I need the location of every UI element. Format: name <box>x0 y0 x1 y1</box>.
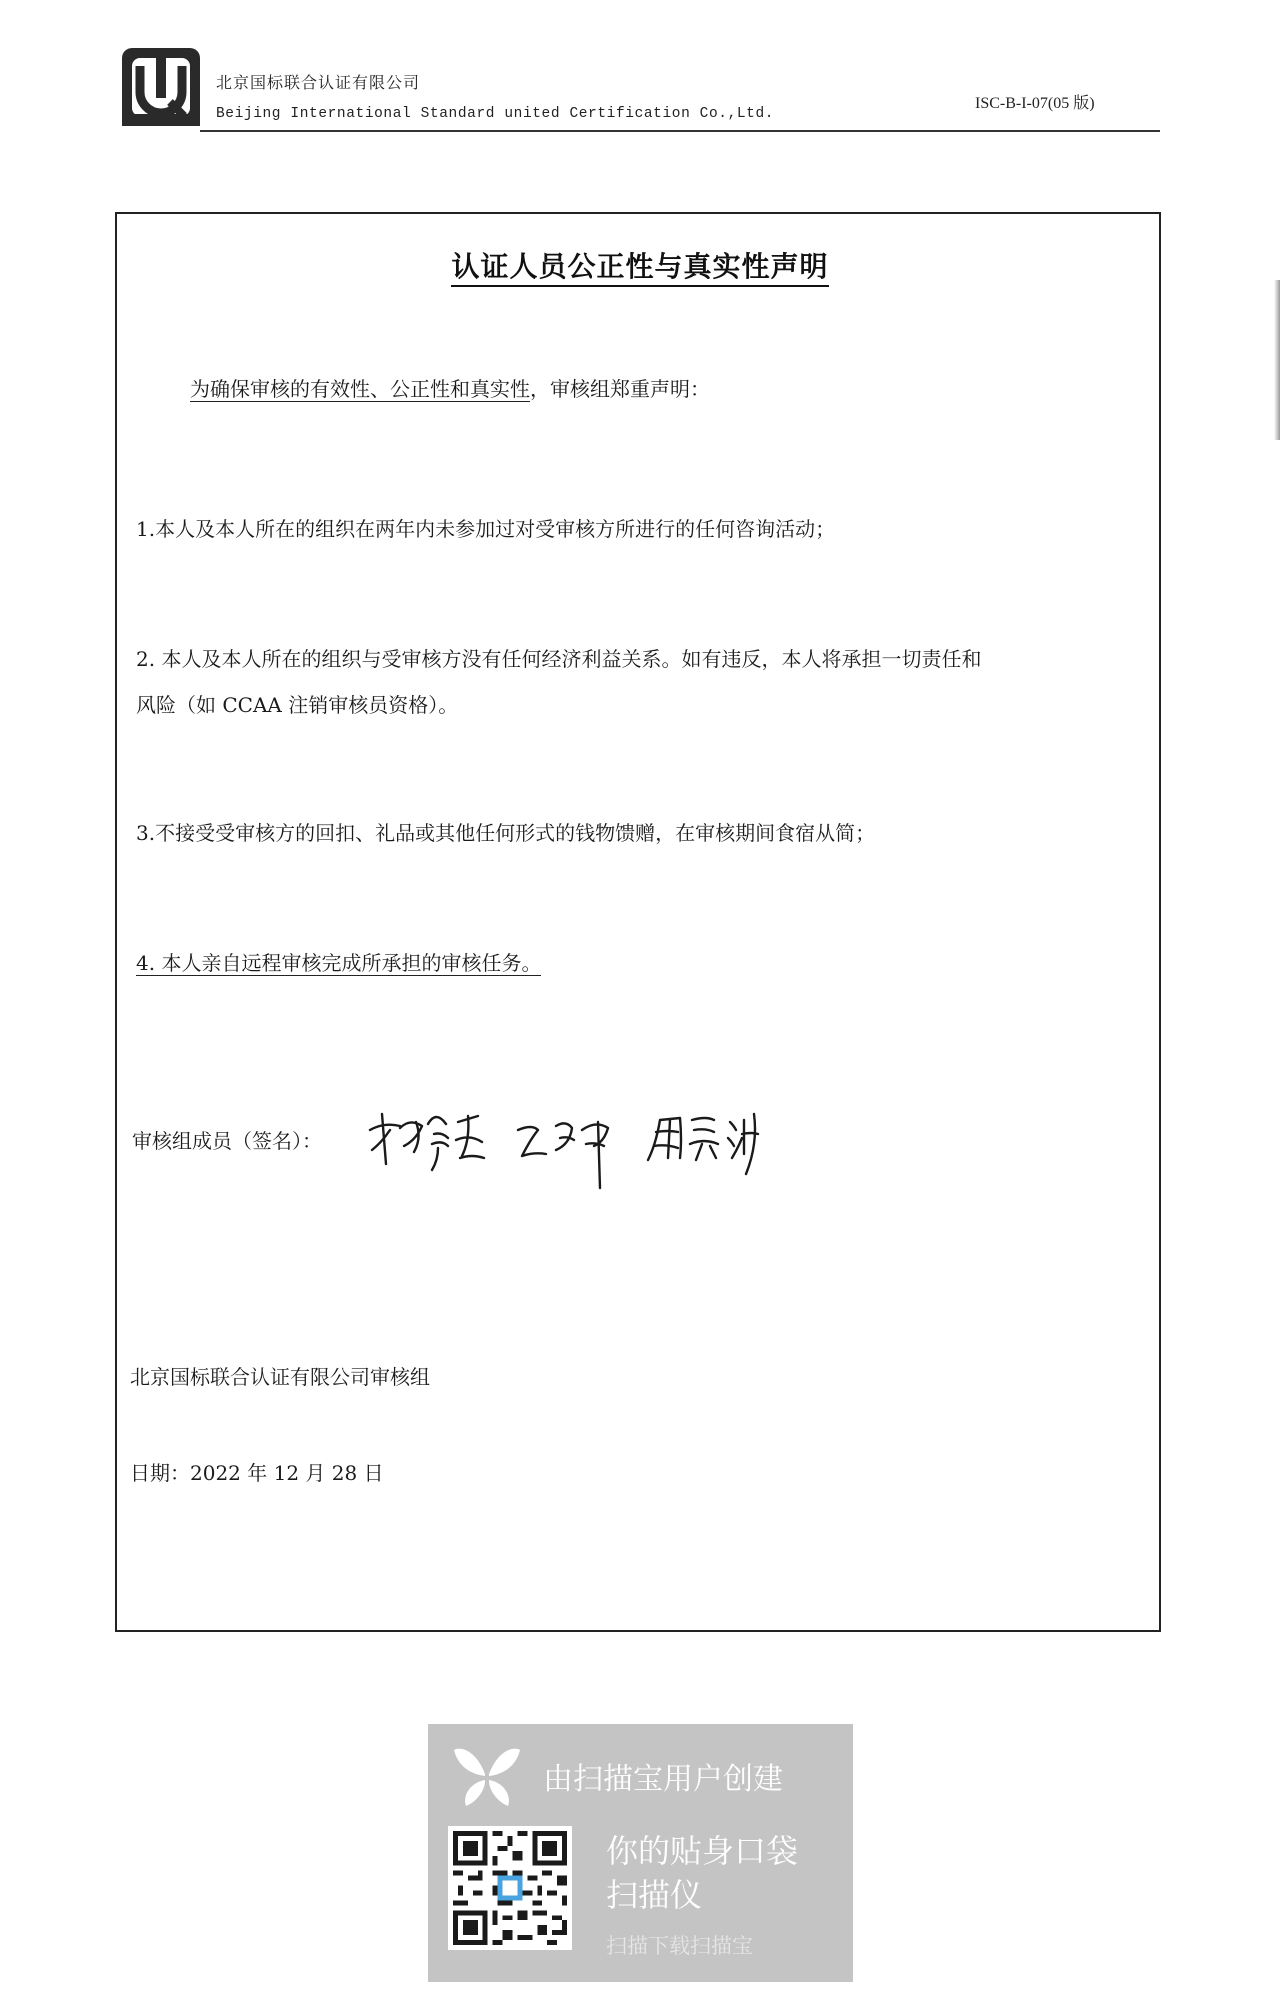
qr-code-icon[interactable] <box>448 1826 572 1950</box>
declaration-item-3: 3.不接受受审核方的回扣、礼品或其他任何形式的钱物馈赠，在审核期间食宿从简； <box>136 821 876 845</box>
company-name-en: Beijing International Standard united Certification Co.,Ltd. <box>216 106 775 122</box>
declaration-item-4-text: 4. 本人亲自远程审核完成所承担的审核任务。 <box>136 951 542 975</box>
intro-paragraph <box>190 366 710 412</box>
form-title <box>0 245 1280 285</box>
declaration-item-2-line-2: 风险（如 CCAA 注销审核员资格）。 <box>136 693 459 717</box>
declaration-item-1: 1.本人及本人所在的组织在两年内未参加过对受审核方所进行的任何咨询活动； <box>136 517 836 541</box>
watermark-created-by: 由扫描宝用户创建 <box>543 1762 783 1797</box>
audit-team-organization: 北京国标联合认证有限公司审核组 <box>130 1365 430 1389</box>
signature-label: 审核组成员（签名）： <box>132 1129 322 1153</box>
scanner-watermark-card <box>428 1724 853 1982</box>
declaration-item-2-line-1: 2. 本人及本人所在的组织与受审核方没有任何经济利益关系。如有违反，本人将承担一切责任和 <box>136 647 982 671</box>
page-edge-shadow <box>1274 280 1280 440</box>
company-name-cn: 北京国标联合认证有限公司 <box>216 73 421 92</box>
handwritten-signatures <box>360 1100 790 1190</box>
watermark-slogan-line-2: 扫描仪 <box>606 1876 703 1914</box>
header-divider <box>200 130 1160 132</box>
form-title-text: 认证人员公正性与真实性声明 <box>451 250 828 287</box>
declaration-date: 日期：2022 年 12 月 28 日 <box>130 1461 384 1485</box>
document-code: ISC-B-I-07(05 版) <box>975 95 1095 112</box>
watermark-download-hint: 扫描下载扫描宝 <box>606 1934 753 1958</box>
intro-rest: ，审核组郑重声明： <box>530 377 710 401</box>
butterfly-logo-icon <box>452 1744 522 1808</box>
watermark-slogan-line-1: 你的贴身口袋 <box>606 1832 799 1870</box>
company-logo-icon <box>118 44 204 130</box>
declaration-item-4 <box>136 940 541 986</box>
form-frame <box>115 212 1161 1632</box>
intro-underlined: 为确保审核的有效性、公正性和真实性 <box>190 377 530 401</box>
